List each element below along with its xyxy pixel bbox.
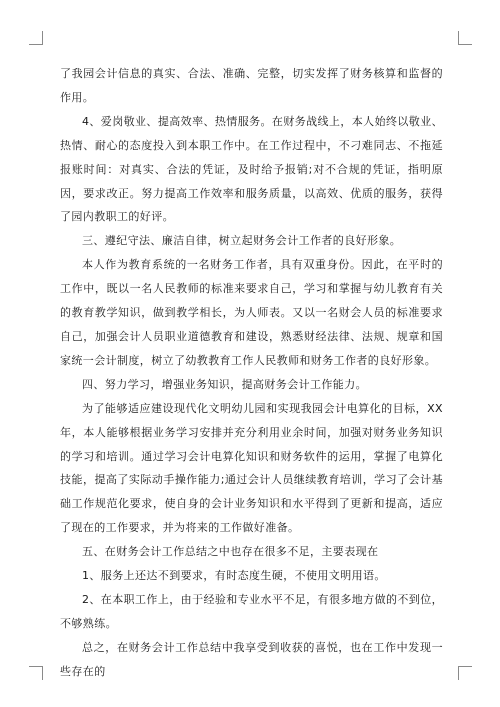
crop-mark-top-left (29, 31, 43, 45)
document-body (60, 62, 443, 684)
section-heading-study: 四、努力学习，增强业务知识，提高财务会计工作能力。 (82, 377, 367, 391)
paragraph-conclusion: 总之，在财务会计工作总结中我享受到收获的喜悦，也在工作中发现一些存在的 (60, 640, 443, 678)
paragraph-dedication: 4、爱岗敬业、提高效率、热情服务。在财务战线上，本人始终以敬业、热情、耐心的态度投入到本职工作中。在工作过程中，不刁难同志、不拖延报账时间：对真实、合法的凭证，及时给予报销;对不合规的凭证，指明原因，要求改正。努力提高工作效率和服务质量，以高效、优质的服务，获得了园内教职工的好评。 (60, 114, 443, 224)
paragraph-dual-identity: 本人作为教育系统的一名财务工作者，具有双重身份。因此，在平时的工作中，既以一名人民教师的标准来要求自己，学习和掌握与幼儿教育有关的教育教学知识，做到教学相长，为人师表。又以一名财会人员的标准要求自己，加强会计人员职业道德教育和建设，熟悉财经法律、法规、规章和国家统一会计制度，树立了幼教教育工作人民教师和财务工作者的良好形象。 (60, 258, 443, 367)
paragraph-continuation: 了我园会计信息的真实、合法、准确、完整，切实发挥了财务核算和监督的作用。 (60, 67, 443, 104)
paragraph-computerization: 为了能够适应建设现代化文明幼儿园和实现我园会计电算化的目标，XX年，本人能够根据业务学习安排并充分利用业余时间，加强对财务业务知识的学习和培训。通过学习会计电算化知识和财务软件的运用，掌握了电算化技能，提高了实际动手操作能力;通过会计人员继续教育培训，学习了会计基础工作规范化要求，使自身的会计业务知识和水平得到了更新和提高，适应了现在的工作要求，并为将来的工作做好准备。 (60, 401, 443, 535)
section-heading-shortcomings: 五、在财务会计工作总结之中也存在很多不足，主要表现在 (82, 545, 379, 559)
list-item-service: 1、服务上还达不到要求，有时态度生硬，不使用文明用语。 (82, 569, 386, 583)
crop-mark-bottom-right (458, 666, 472, 680)
crop-mark-bottom-left (29, 666, 43, 680)
crop-mark-top-right (458, 31, 472, 45)
section-heading-discipline: 三、遵纪守法、廉洁自律，树立起财务会计工作者的良好形象。 (82, 234, 402, 248)
list-item-experience: 2、在本职工作上，由于经验和专业水平不足，有很多地方做的不到位，不够熟练。 (60, 592, 443, 630)
